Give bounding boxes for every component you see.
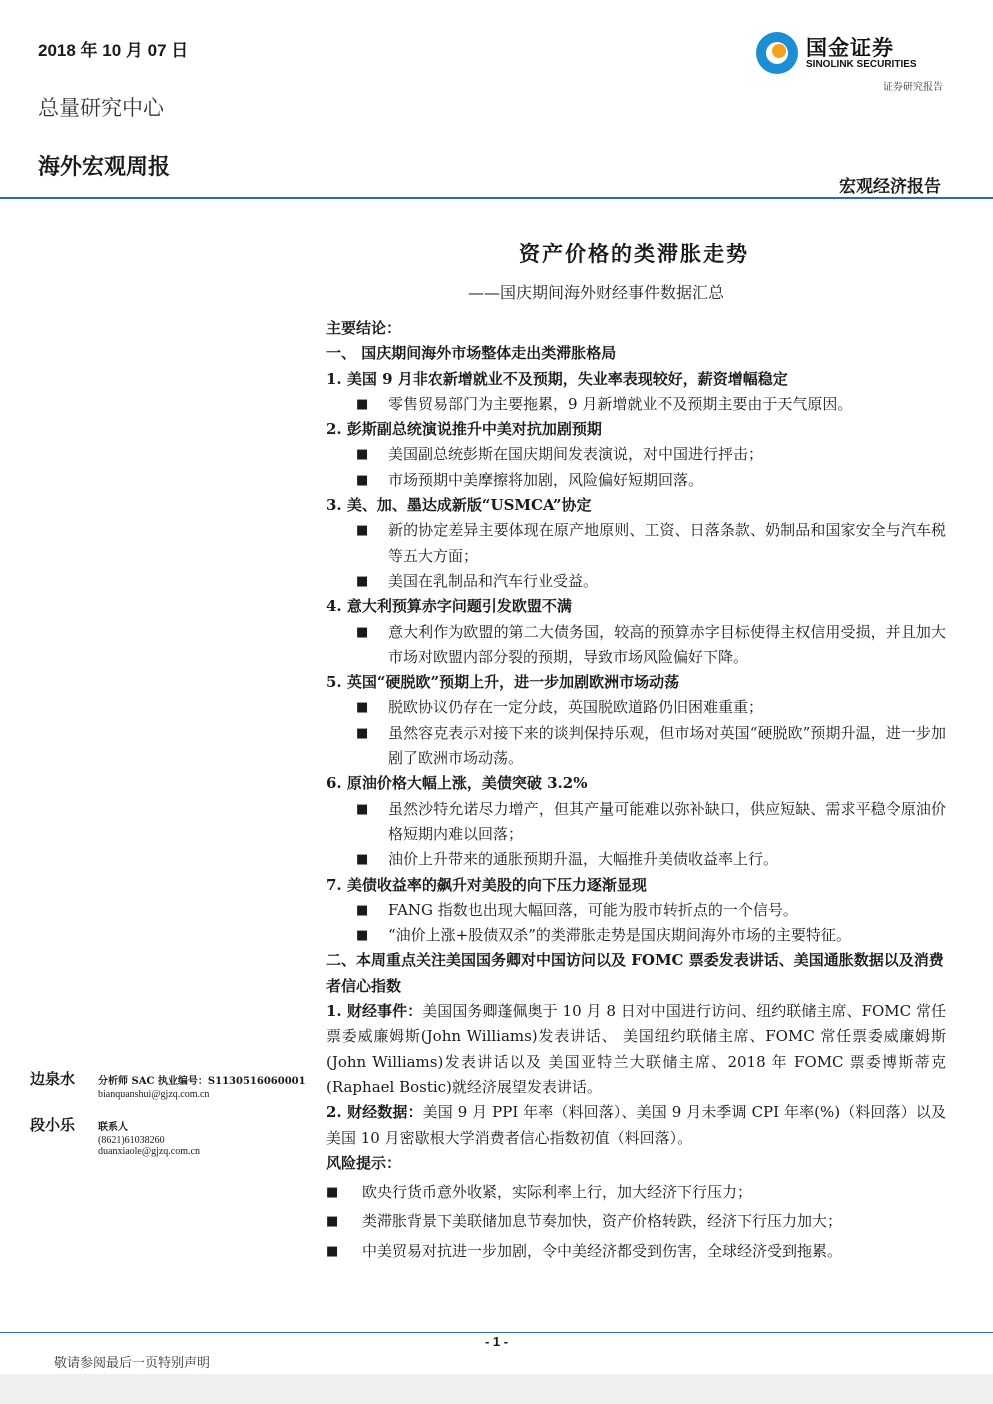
item-heading: 2. 彭斯副总统演说推升中美对抗加剧预期 [326,420,602,439]
analyst-block [30,1068,306,1100]
logo-cn-text: 国金证券 [806,36,894,60]
logo-subtitle: 证券研究报告 [883,82,943,93]
bullet-item: ■ 市场预期中美摩擦将加剧，风险偏好短期回落。 [326,468,946,493]
risk-item: ■ 类滞胀背景下美联储加息节奏加快，资产价格转跌，经济下行压力加大； [326,1209,946,1234]
data-label: 2. 财经数据： [326,1103,423,1122]
item-heading: 6. 原油价格大幅上涨，美债突破 3.2% [326,774,588,793]
page-number: - 1 - [484,1334,509,1349]
report-category: 宏观经济报告 [839,177,941,197]
bullet-item: ■ 虽然容克表示对接下来的谈判保持乐观，但市场对英国“硬脱欧”预期升温，进一步加剧了欧洲市场动荡。 [326,721,946,772]
contact-phone: (8621)61038260 [98,1135,165,1146]
item-heading: 7. 美债收益率的飙升对美股的向下压力逐渐显现 [326,875,647,894]
bullet-item: ■ 美国在乳制品和汽车行业受益。 [326,569,946,594]
bullet-item: ■ 零售贸易部门为主要拖累，9 月新增就业不及预期主要由于天气原因。 [326,392,946,417]
risk-label: 风险提示： [326,1153,402,1172]
sub-title: ——国庆期间海外财经事件数据汇总 [468,283,725,302]
company-logo [756,30,946,76]
events-label: 1. 财经事件： [326,1002,423,1021]
research-center: 总量研究中心 [38,96,164,120]
section-heading-1: 一、 国庆期间海外市场整体走出类滞胀格局 [326,344,617,363]
logo-en-text: SINOLINK SECURITIES [806,59,917,70]
bullet-item: ■ 意大利作为欧盟的第二大债务国，较高的预算赤字目标使得主权信用受损，并且加大市场对欧盟内部分裂的预期，导致市场风险偏好下降。 [326,620,946,671]
main-content [326,316,946,1264]
analyst-role: 分析师 SAC 执业编号：S1130516060001 [98,1076,306,1087]
report-name: 海外宏观周报 [38,154,171,180]
footer-divider [0,1332,993,1333]
data-paragraph [326,1100,946,1151]
disclaimer-note: 敬请参阅最后一页特别声明 [54,1356,211,1371]
bullet-item: ■ 虽然沙特允诺尽力增产，但其产量可能难以弥补缺口，供应短缺、需求平稳令原油价格短期内难以回落； [326,797,946,848]
item-heading: 3. 美、加、墨达成新版“USMCA”协定 [326,496,592,515]
analyst-name: 边泉水 [30,1070,76,1088]
item-heading: 4. 意大利预算赤字问题引发欧盟不满 [326,597,572,616]
header-divider [0,197,993,199]
bullet-item: ■ 脱欧协议仍存在一定分歧，英国脱欧道路仍旧困难重重； [326,695,946,720]
section-heading-2: 二、本周重点关注美国国务卿对中国访问以及 FOMC 票委发表讲话、美国通胀数据以及消费者信心指数 [326,951,944,995]
report-date: 2018 年 10 月 07 日 [38,41,189,60]
risk-item: ■ 欧央行货币意外收紧，实际利率上行，加大经济下行压力； [326,1180,946,1205]
contact-name: 段小乐 [30,1116,76,1134]
bullet-item: ■ FANG 指数也出现大幅回落，可能为股市转折点的一个信号。 [326,898,946,923]
bullet-item: ■ “油价上涨+股债双杀”的类滞胀走势是国庆期间海外市场的主要特征。 [326,923,946,948]
bottom-bar [0,1374,993,1404]
analyst-email: bianquanshui@gjzq.com.cn [98,1089,210,1100]
main-title: 资产价格的类滞胀走势 [519,241,749,266]
contact-email: duanxiaole@gjzq.com.cn [98,1146,200,1157]
bullet-item: ■ 油价上升带来的通胀预期升温，大幅推升美债收益率上行。 [326,847,946,872]
contact-role: 联系人 [98,1122,128,1133]
events-text: 美国国务卿蓬佩奥于 10 月 8 日对中国进行访问、纽约联储主席、FOMC 常任票委威廉姆斯(John Williams)发表讲话、 美国纽约联储主席、FOMC 常任票委威廉姆斯(John Williams)发表讲话以及 美国亚特兰大联储主席、2018 年 FOMC 票委博斯蒂克(Raphael Bostic)就经济展望发表讲话。 [326,1002,946,1096]
risk-item: ■ 中美贸易对抗进一步加剧，令中美经济都受到伤害，全球经济受到拖累。 [326,1239,946,1264]
contact-block [30,1114,200,1157]
item-heading: 1. 美国 9 月非农新增就业不及预期，失业率表现较好，薪资增幅稳定 [326,369,788,388]
data-text: 美国 9 月 PPI 年率（料回落）、美国 9 月未季调 CPI 年率(%)（料回落）以及 美国 10 月密歇根大学消费者信心指数初值（料回落）。 [326,1103,946,1147]
bullet-item: ■ 新的协定差异主要体现在原产地原则、工资、日落条款、奶制品和国家安全与汽车税等五大方面； [326,518,946,569]
bullet-item: ■ 美国副总统彭斯在国庆期间发表演说，对中国进行抨击； [326,442,946,467]
events-paragraph [326,999,946,1100]
item-heading: 5. 英国“硬脱欧”预期上升，进一步加剧欧洲市场动荡 [326,673,680,692]
conclusions-label: 主要结论： [326,319,402,337]
